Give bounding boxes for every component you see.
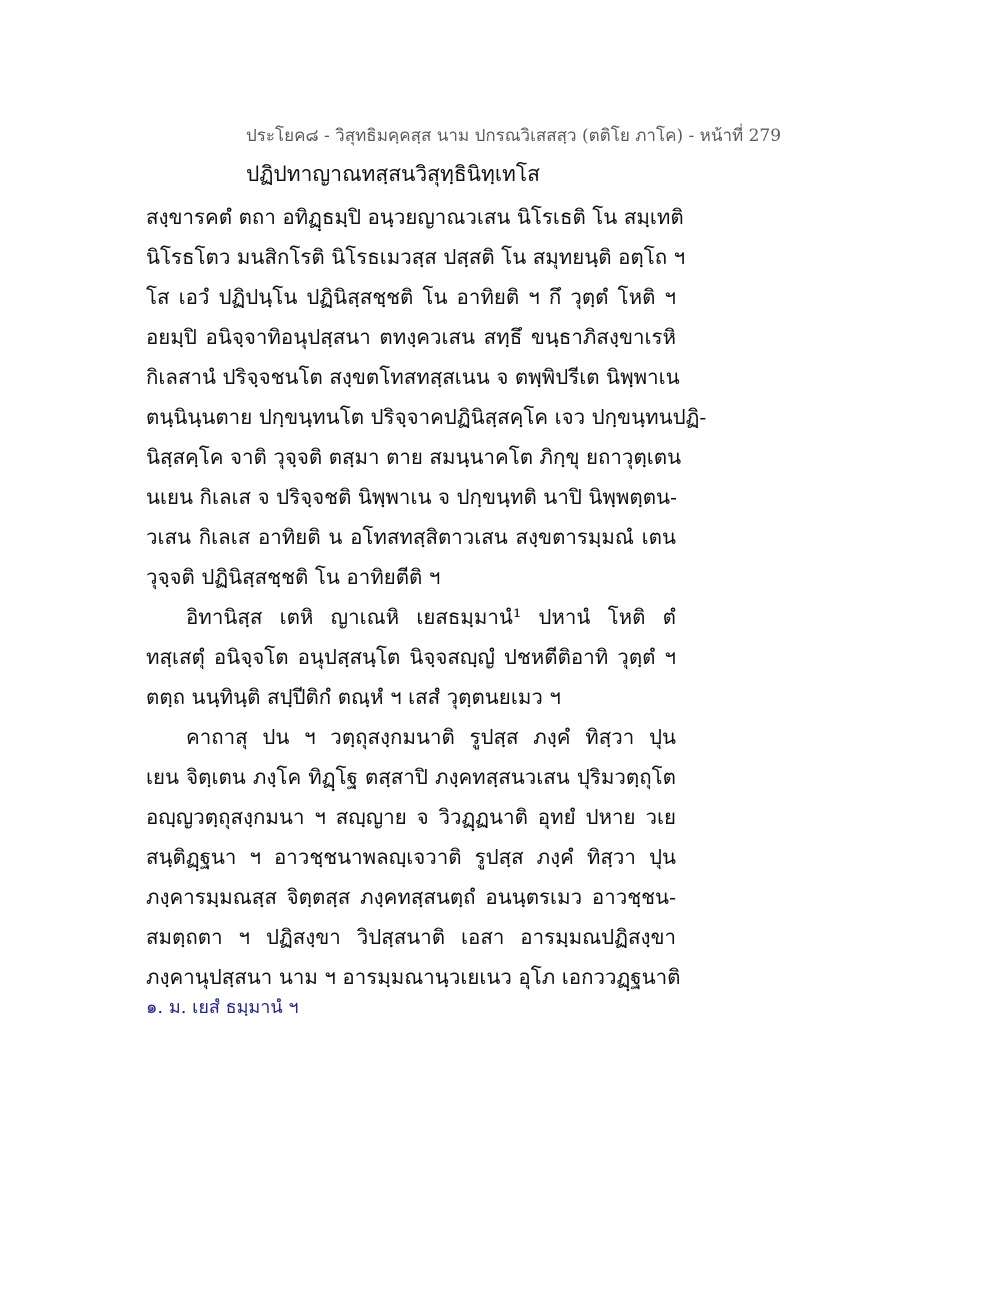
body-line: สนฺติฏฺฐนา ฯ อาวชฺชนาพลญฺเจวาติ รูปสฺส ภงฺคํ ทิสฺวา ปุน <box>146 845 676 869</box>
body-line: วเสน กิเลเส อาทิยติ น อโทสทสฺสิตาวเสน สงฺขตารมฺมณํ เตน <box>146 525 676 549</box>
body-line: ตนฺนินฺนตาย ปกฺขนฺทนโต ปริจฺจาคปฏินิสฺสคฺโค เจว ปกฺขนฺทนปฏิ- <box>146 405 707 429</box>
running-head: ประโยค๘ - วิสุทธิมคฺคสฺส นาม ปกรณวิเสสสฺว (ตติโย ภาโค) - หน้าที่ 279 <box>246 126 782 146</box>
body-line: สมตฺถตา ฯ ปฏิสงฺขา วิปสฺสนาติ เอสา อารมฺมณปฏิสงฺขา <box>146 925 676 949</box>
body-line: โส เอวํ ปฏิปนฺโน ปฏินิสฺสชฺชติ โน อาทิยติ ฯ กึ วุตฺตํ โหติ ฯ <box>146 285 676 309</box>
body-line: วุจฺจติ ปฏินิสฺสชฺชติ โน อาทิยตีติ ฯ <box>146 565 441 589</box>
body-line: นิโรธโตว มนสิกโรติ นิโรธเมวสฺส ปสฺสติ โน สมุทยนฺติ อตฺโถ ฯ <box>146 245 686 269</box>
body-line: กิเลสานํ ปริจฺจชนโต สงฺขตโทสทสฺสเนน จ ตพฺพิปรีเต นิพฺพาเน <box>146 365 680 389</box>
section-heading: ปฏิปทาญาณทสฺสนวิสุทฺธินิทฺเทโส <box>246 162 540 186</box>
body-line: นเยน กิเลเส จ ปริจฺจชติ นิพฺพาเน จ ปกฺขนฺทติ นาปิ นิพฺพตฺตน- <box>146 485 677 509</box>
body-line: สงฺขารคตํ ตถา อทิฏฺธมฺปิ อนฺวยญาณวเสน นิโรเธติ โน สมฺเทติ <box>146 205 684 229</box>
body-line: อยมฺปิ อนิจฺจาทิอนุปสฺสนา ตทงฺควเสน สทฺธึ ขนฺธาภิสงฺขาเรหิ <box>146 325 676 349</box>
body-line: ภงฺคารมฺมณสฺส จิตฺตสฺส ภงฺคทสฺสนตฺถํ อนนฺตรเมว อาวชฺชน- <box>146 885 676 909</box>
body-line: นิสฺสคฺโค จาติ วุจฺจติ ตสฺมา ตาย สมนฺนาคโต ภิกฺขุ ยถาวุตฺเตน <box>146 445 682 469</box>
body-line: อญฺญวตฺถุสงฺกมนา ฯ สญฺญาย จ วิวฏฺฏนาติ อุทยํ ปหาย วเย <box>146 805 676 829</box>
footnote: ๑. ม. เยสํ ธมฺมานํ ฯ <box>146 997 299 1018</box>
body-line: ทสฺเสตุํ อนิจฺจโต อนุปสฺสนฺโต นิจฺจสญฺญํ ปชหตีติอาทิ วุตฺตํ ฯ <box>146 645 676 669</box>
body-line: เยน จิตฺเตน ภงฺโค ทิฏฺโฐ ตสฺสาปิ ภงฺคทสฺสนวเสน ปุริมวตฺถุโต <box>146 765 676 789</box>
body-line: คาถาสุ ปน ฯ วตฺถุสงฺกมนาติ รูปสฺส ภงฺคํ ทิสฺวา ปุน <box>186 725 676 749</box>
body-text <box>146 197 707 997</box>
body-line: ภงฺคานุปสฺสนา นาม ฯ อารมฺมณานฺวเยเนว อุโภ เอกววฏฺฐนาติ <box>146 965 681 989</box>
body-line: อิทานิสฺส เตหิ ญาเณหิ เยสธมฺมานํ¹ ปหานํ โหติ ตํ <box>186 605 676 629</box>
body-line: ตตฺถ นนฺทินฺติ สปฺปีติกํ ตณฺหํ ฯ เสสํ วุตฺตนยเมว ฯ <box>146 685 561 709</box>
